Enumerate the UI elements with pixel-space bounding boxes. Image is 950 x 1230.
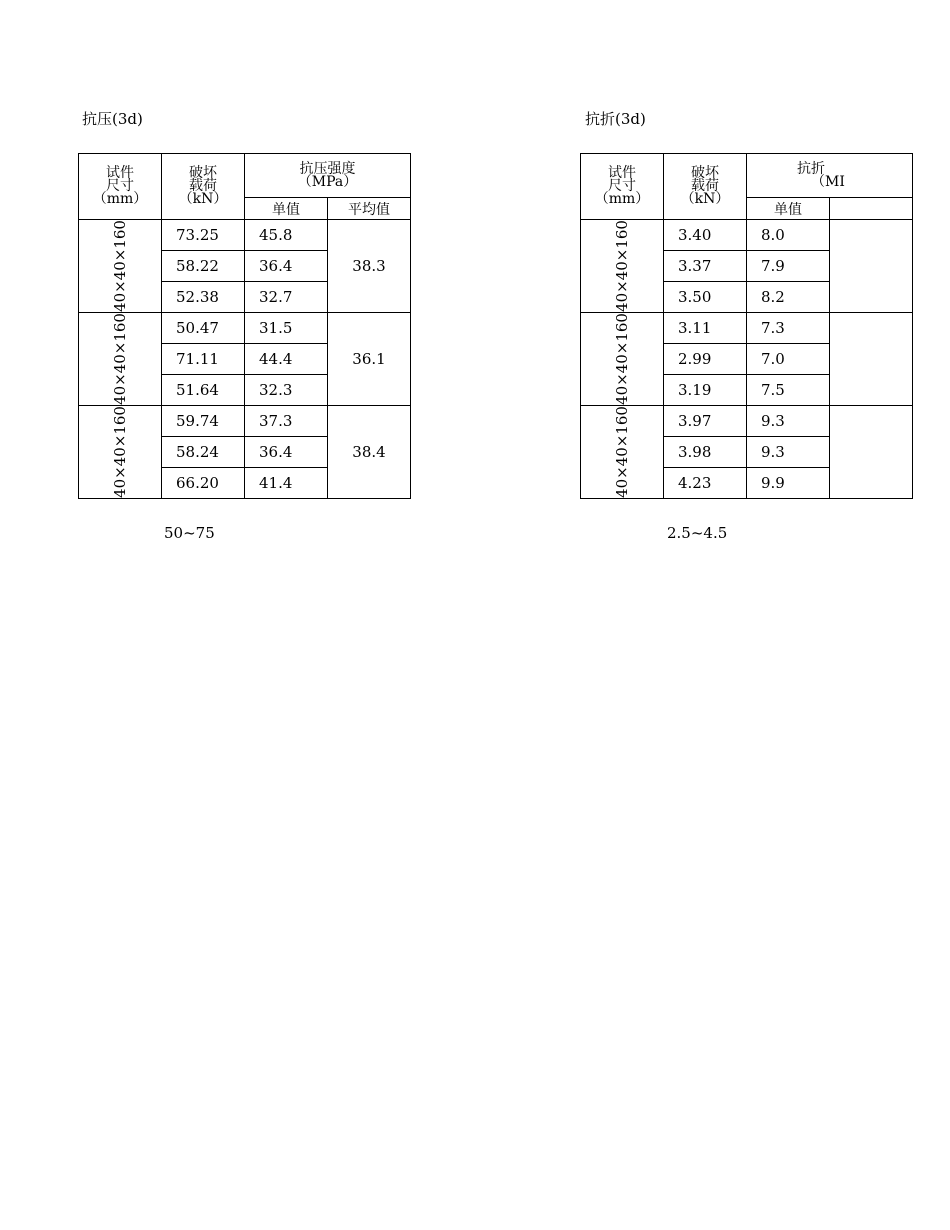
strength-cell: 9.3 <box>747 437 830 468</box>
strength-cell: 8.0 <box>747 220 830 251</box>
load-cell: 3.40 <box>664 220 747 251</box>
load-cell: 4.23 <box>664 468 747 499</box>
average-cell <box>830 220 913 313</box>
strength-header: 抗压强度 （MPa） <box>245 154 411 198</box>
average-cell: 38.3 <box>328 220 411 313</box>
load-cell: 3.50 <box>664 282 747 313</box>
average-cell: 38.4 <box>328 406 411 499</box>
load-cell: 3.11 <box>664 313 747 344</box>
load-cell: 3.98 <box>664 437 747 468</box>
average-cell <box>830 406 913 499</box>
load-cell: 3.19 <box>664 375 747 406</box>
compression-title: 抗压(3d) <box>82 110 143 128</box>
strength-cell: 32.7 <box>245 282 328 313</box>
load-header: 破坏 载荷 （kN） <box>664 154 747 220</box>
size-header: 试件 尺寸 （mm） <box>79 154 162 220</box>
specimen-size-cell: 40×40×160 <box>581 406 664 499</box>
load-cell: 73.25 <box>162 220 245 251</box>
compression-table <box>78 153 411 499</box>
load-cell: 51.64 <box>162 375 245 406</box>
flexural-title: 抗折(3d) <box>585 110 646 128</box>
load-cell: 50.47 <box>162 313 245 344</box>
load-cell: 66.20 <box>162 468 245 499</box>
load-cell: 58.22 <box>162 251 245 282</box>
load-cell: 3.97 <box>664 406 747 437</box>
compression-range: 50~75 <box>164 524 215 542</box>
size-header: 试件 尺寸 （mm） <box>581 154 664 220</box>
single-value-header: 单值 <box>747 198 830 220</box>
average-header: 平均值 <box>328 198 411 220</box>
load-cell: 58.24 <box>162 437 245 468</box>
specimen-size-cell: 40×40×160 <box>581 313 664 406</box>
strength-cell: 37.3 <box>245 406 328 437</box>
strength-cell: 9.3 <box>747 406 830 437</box>
strength-cell: 8.2 <box>747 282 830 313</box>
strength-header: 抗折 （MI <box>747 154 913 198</box>
strength-cell: 41.4 <box>245 468 328 499</box>
strength-cell: 7.5 <box>747 375 830 406</box>
strength-cell: 31.5 <box>245 313 328 344</box>
strength-cell: 7.9 <box>747 251 830 282</box>
strength-cell: 32.3 <box>245 375 328 406</box>
load-cell: 52.38 <box>162 282 245 313</box>
average-cell: 36.1 <box>328 313 411 406</box>
single-value-header: 单值 <box>245 198 328 220</box>
flexural-range: 2.5~4.5 <box>667 524 728 542</box>
strength-cell: 9.9 <box>747 468 830 499</box>
specimen-size-cell: 40×40×160 <box>79 313 162 406</box>
average-cell <box>830 313 913 406</box>
strength-cell: 7.3 <box>747 313 830 344</box>
flexural-table-viewport <box>580 140 845 520</box>
specimen-size-cell: 40×40×160 <box>79 406 162 499</box>
specimen-size-cell: 40×40×160 <box>581 220 664 313</box>
load-cell: 2.99 <box>664 344 747 375</box>
strength-cell: 36.4 <box>245 437 328 468</box>
load-cell: 3.37 <box>664 251 747 282</box>
strength-cell: 36.4 <box>245 251 328 282</box>
load-header: 破坏 载荷 （kN） <box>162 154 245 220</box>
average-header <box>830 198 913 220</box>
strength-cell: 7.0 <box>747 344 830 375</box>
strength-cell: 44.4 <box>245 344 328 375</box>
flexural-table <box>580 153 913 499</box>
strength-cell: 45.8 <box>245 220 328 251</box>
load-cell: 71.11 <box>162 344 245 375</box>
specimen-size-cell: 40×40×160 <box>79 220 162 313</box>
load-cell: 59.74 <box>162 406 245 437</box>
